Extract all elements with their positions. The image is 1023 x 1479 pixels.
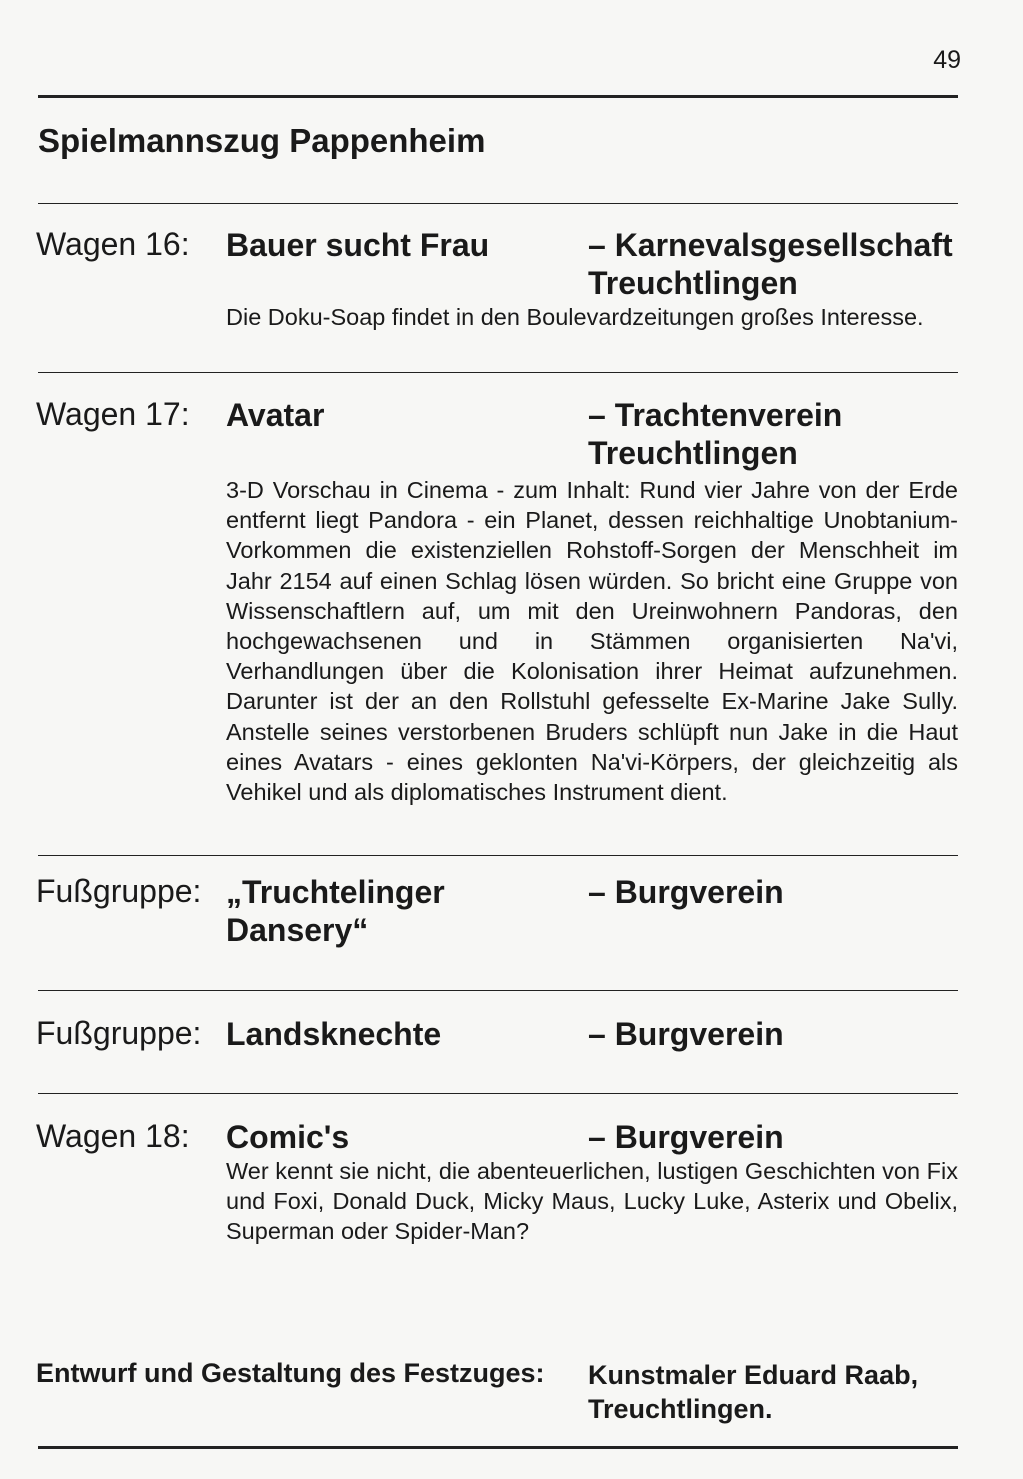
footer-label: Entwurf und Gestaltung des Festzuges: [36, 1358, 545, 1388]
entry-title: Landsknechte [226, 1016, 442, 1052]
footer-value: Kunstmaler Eduard Raab, Treuchtlingen. [588, 1360, 919, 1424]
entry-description: Die Doku-Soap findet in den Boulevardzeitungen großes Interesse. [226, 304, 924, 330]
entry-label: Wagen 18: [36, 1118, 190, 1154]
divider [38, 1093, 958, 1094]
entry-label: Wagen 16: [36, 226, 190, 262]
entry-description: 3-D Vorschau in Cinema - zum Inhalt: Rund vier Jahre von der Erde entfernt liegt Pandora - ein Planet, dessen reichhaltige Unobtanium-Vorkommen die existenziellen Rohstoff-Sorgen der Menschheit im Jahr 2154 auf einen Schlag lösen würden. So bricht eine Gruppe von Wissenschaftlern auf, um mit den Ureinwohnern Pandoras, den hochgewachsenen und in Stämmen organisierten Na'vi, Verhandlungen über die Kolonisation ihrer Heimat aufzunehmen. Darunter ist der an den Rollstuhl gefesselte Ex-Marine Jake Sully. Anstelle seines verstorbenen Bruders schlüpft nun Jake in die Haut eines Avatars - eines geklonten Na'vi-Körpers, der gleichzeitig als Vehikel und als diplomatisches Instrument dient. [226, 477, 958, 806]
divider [38, 990, 958, 991]
entry-title: Comic's [226, 1119, 350, 1155]
divider [38, 372, 958, 373]
section-title: Spielmannszug Pappenheim [38, 122, 486, 159]
top-rule [38, 95, 958, 98]
entry-organization: – Burgverein [588, 1119, 784, 1155]
divider [38, 203, 958, 204]
entry-organization: – Burgverein [588, 1016, 784, 1052]
entry-title: Avatar [226, 397, 325, 433]
entry-title: „Truchtelinger Dansery“ [226, 874, 445, 948]
entry-label: Fußgruppe: [36, 1015, 202, 1051]
entry-organization: – Trachtenverein Treuchtlingen [588, 397, 843, 471]
entry-organization: – Burgverein [588, 874, 784, 910]
bottom-rule [38, 1446, 958, 1449]
divider [38, 855, 958, 856]
entry-organization: – Karnevalsgesellschaft Treuchtlingen [588, 227, 953, 301]
entry-label: Wagen 17: [36, 396, 190, 432]
page-number: 49 [933, 46, 961, 74]
entry-title: Bauer sucht Frau [226, 227, 490, 263]
entry-label: Fußgruppe: [36, 873, 202, 909]
entry-description: Wer kennt sie nicht, die abenteuerlichen, lustigen Geschichten von Fix und Foxi, Donald Duck, Micky Maus, Lucky Luke, Asterix und Obelix, Superman oder Spider-Man? [226, 1158, 958, 1245]
